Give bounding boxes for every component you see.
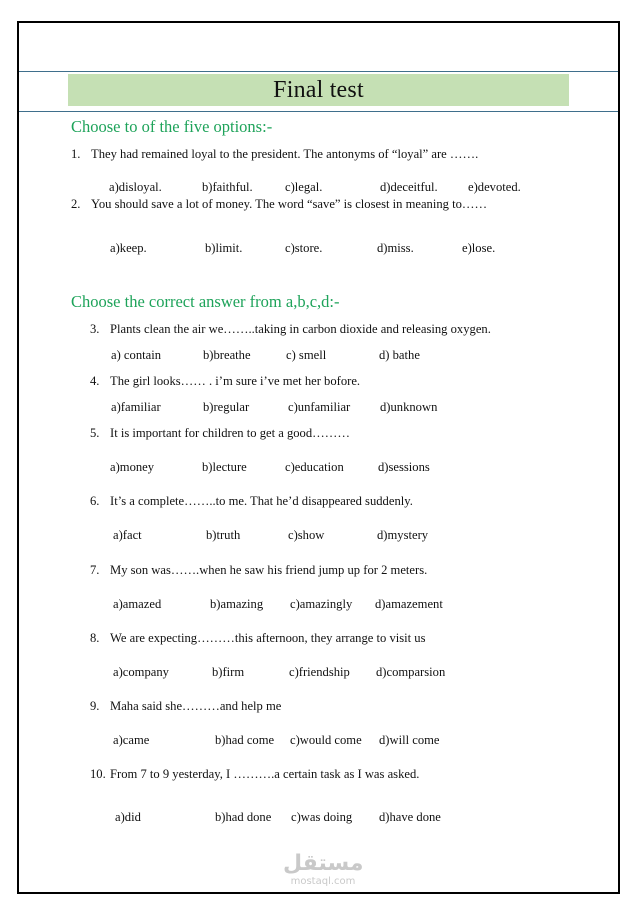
question-number: 5. (90, 426, 100, 440)
q3-option-b[interactable]: b)breathe (203, 348, 251, 362)
question-number: 4. (90, 374, 100, 388)
question-text: The girl looks…… . i’m sure i’ve met her bofore. (110, 374, 361, 388)
question-number: 7. (90, 563, 100, 577)
q1-option-b[interactable]: b)faithful. (202, 180, 253, 194)
q1-option-a[interactable]: a)disloyal. (109, 180, 162, 194)
question-number: 3. (90, 322, 100, 336)
q7-option-b[interactable]: b)amazing (210, 597, 264, 611)
question-number: 2. (71, 197, 81, 211)
q3-option-a[interactable]: a) contain (111, 348, 161, 362)
q2-option-c[interactable]: c)store. (285, 241, 323, 255)
q9-option-a[interactable]: a)came (113, 733, 150, 747)
q5-option-d[interactable]: d)sessions (378, 460, 430, 474)
section-heading-five-options: Choose to of the five options:- (71, 117, 273, 136)
q2-option-a[interactable]: a)keep. (110, 241, 147, 255)
section-heading-abcd: Choose the correct answer from a,b,c,d:- (71, 292, 340, 311)
q9-option-d[interactable]: d)will come (379, 733, 440, 747)
q4-option-c[interactable]: c)unfamiliar (288, 400, 351, 414)
q2-option-e[interactable]: e)lose. (462, 241, 496, 255)
q10-option-d[interactable]: d)have done (379, 810, 441, 824)
q10-option-c[interactable]: c)was doing (291, 810, 353, 824)
header-divider-top (19, 71, 618, 72)
q8-option-c[interactable]: c)friendship (289, 665, 350, 679)
q8-option-d[interactable]: d)comparsion (376, 665, 446, 679)
q8-option-b[interactable]: b)firm (212, 665, 245, 679)
q9-option-c[interactable]: c)would come (290, 733, 362, 747)
question-number: 8. (90, 631, 100, 645)
question-text: They had remained loyal to the president. The antonyms of “loyal” are ……. (91, 147, 479, 161)
question-number: 10. (90, 767, 106, 781)
header-divider-bottom (19, 111, 618, 112)
q1-option-d[interactable]: d)deceitful. (380, 180, 438, 194)
question-text: Maha said she………and help me (110, 699, 282, 713)
q6-option-a[interactable]: a)fact (113, 528, 142, 542)
question-text: It is important for children to get a good……… (110, 426, 350, 440)
q5-option-b[interactable]: b)lecture (202, 460, 247, 474)
page-title: Final test (273, 76, 364, 103)
q3-option-c[interactable]: c) smell (286, 348, 327, 362)
q3-option-d[interactable]: d) bathe (379, 348, 420, 362)
q2-option-d[interactable]: d)miss. (377, 241, 414, 255)
q6-option-b[interactable]: b)truth (206, 528, 241, 542)
q4-option-a[interactable]: a)familiar (111, 400, 161, 414)
title-banner (68, 74, 569, 106)
q6-option-c[interactable]: c)show (288, 528, 325, 542)
watermark (283, 852, 363, 887)
q7-option-d[interactable]: d)amazement (375, 597, 443, 611)
q10-option-b[interactable]: b)had done (215, 810, 272, 824)
q4-option-b[interactable]: b)regular (203, 400, 250, 414)
q1-option-e[interactable]: e)devoted. (468, 180, 521, 194)
q5-option-c[interactable]: c)education (285, 460, 344, 474)
q7-option-c[interactable]: c)amazingly (290, 597, 353, 611)
q4-option-d[interactable]: d)unknown (380, 400, 438, 414)
q5-option-a[interactable]: a)money (110, 460, 155, 474)
q10-option-a[interactable]: a)did (115, 810, 141, 824)
question-text: It’s a complete……..to me. That he’d disappeared suddenly. (110, 494, 413, 508)
watermark-logo: مستقل (283, 851, 364, 876)
watermark-url: mostaql.com (290, 876, 356, 887)
q7-option-a[interactable]: a)amazed (113, 597, 162, 611)
question-text: You should save a lot of money. The word “save” is closest in meaning to…… (91, 197, 488, 211)
question-number: 9. (90, 699, 100, 713)
question-number: 6. (90, 494, 100, 508)
question-text: My son was…….when he saw his friend jump up for 2 meters. (110, 563, 428, 577)
q6-option-d[interactable]: d)mystery (377, 528, 429, 542)
question-text: We are expecting………this afternoon, they arrange to visit us (110, 631, 426, 645)
q9-option-b[interactable]: b)had come (215, 733, 275, 747)
q1-option-c[interactable]: c)legal. (285, 180, 323, 194)
q8-option-a[interactable]: a)company (113, 665, 169, 679)
question-text: From 7 to 9 yesterday, I ……….a certain task as I was asked. (110, 767, 420, 781)
q2-option-b[interactable]: b)limit. (205, 241, 243, 255)
question-number: 1. (71, 147, 81, 161)
question-text: Plants clean the air we……..taking in carbon dioxide and releasing oxygen. (110, 322, 491, 336)
